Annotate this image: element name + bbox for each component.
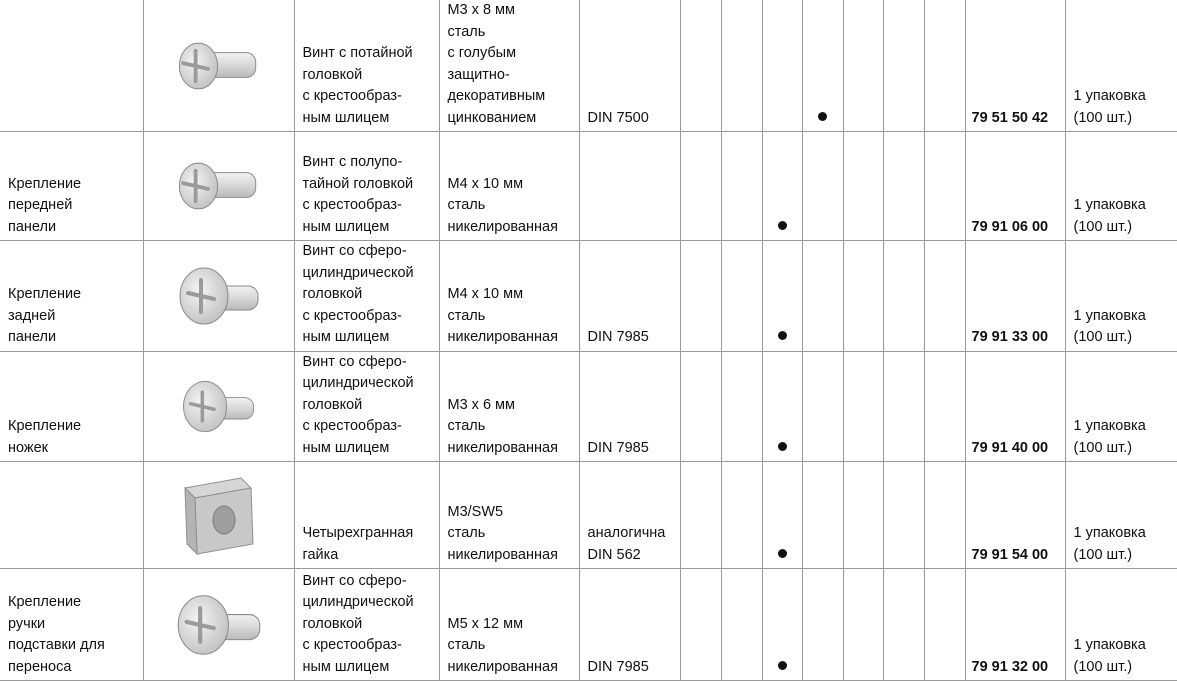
marker-cell: [680, 132, 721, 241]
name-line: с крестообраз-: [302, 418, 402, 434]
article-number: 79 91 32 00: [965, 569, 1065, 681]
article-number: 79 51 50 42: [965, 0, 1065, 132]
marker-cell: [924, 241, 965, 352]
pack-line: 1 упаковка: [1073, 418, 1146, 434]
purpose-cell: [0, 132, 143, 241]
spec-line: никелированная: [447, 658, 558, 675]
image-cell: [143, 0, 294, 132]
square-nut-image: [179, 472, 259, 558]
spec-cell: [439, 0, 579, 132]
screw-image: [166, 24, 271, 108]
spec-line: М3/SW5: [447, 503, 504, 520]
marker-cell: [883, 351, 924, 462]
name-cell: [294, 351, 439, 462]
pack-line: 1 упаковка: [1073, 88, 1146, 104]
image-cell: [143, 569, 294, 681]
standard-cell: [579, 0, 680, 132]
marker-cell: [721, 0, 762, 132]
spec-line: М5 х 12 мм: [447, 615, 524, 632]
name-line: Винт со сферо-: [302, 572, 407, 589]
screw-image: [169, 367, 268, 446]
marker-cell: [843, 462, 883, 569]
name-cell: [294, 132, 439, 241]
availability-dot: [778, 549, 787, 558]
screw-image: [164, 252, 274, 340]
table-row: [0, 351, 1177, 462]
purpose-line: задней: [8, 307, 56, 324]
marker-cell: [883, 462, 924, 569]
pack-line: (100 шт.): [1073, 218, 1133, 235]
spec-cell: [439, 351, 579, 462]
marker-cell: [721, 462, 762, 569]
name-line: гайка: [302, 546, 339, 563]
name-line: Четырехгранная: [302, 525, 414, 541]
name-line: головкой: [302, 66, 363, 83]
marker-cell: [843, 351, 883, 462]
spec-cell: [439, 462, 579, 569]
pack-line: 1 упаковка: [1073, 525, 1146, 541]
marker-cell: [883, 0, 924, 132]
standard-cell: [579, 132, 680, 241]
spec-cell: [439, 241, 579, 352]
availability-dot: [778, 442, 787, 451]
purpose-line: ножек: [8, 439, 49, 456]
spec-line: сталь: [447, 197, 486, 213]
name-line: ным шлицем: [302, 218, 390, 235]
standard-line: DIN 7500: [587, 109, 649, 126]
article-number: 79 91 33 00: [965, 241, 1065, 352]
marker-cell: [843, 569, 883, 681]
image-cell: [143, 462, 294, 569]
pack-line: (100 шт.): [1073, 658, 1133, 675]
marker-cell: [843, 0, 883, 132]
spec-line: сталь: [447, 307, 486, 324]
purpose-cell: [0, 569, 143, 681]
purpose-line: Крепление: [8, 175, 82, 192]
name-line: с крестообраз-: [302, 88, 402, 104]
marker-cell: [843, 132, 883, 241]
spec-line: никелированная: [447, 329, 558, 345]
spec-line: никелированная: [447, 546, 558, 563]
table-row: [0, 462, 1177, 569]
name-line: с крестообраз-: [302, 307, 402, 324]
marker-cell: [721, 241, 762, 352]
name-line: Винт с полупо-: [302, 154, 403, 170]
purpose-line: панели: [8, 329, 57, 345]
name-line: ным шлицем: [302, 329, 390, 345]
marker-cell: [924, 0, 965, 132]
pack-line: (100 шт.): [1073, 439, 1133, 456]
image-cell: [143, 351, 294, 462]
standard-line: DIN 562: [587, 546, 641, 563]
spec-line: М4 х 10 мм: [447, 175, 524, 192]
name-cell: [294, 569, 439, 681]
name-line: Винт с потайной: [302, 45, 413, 61]
marker-cell: [802, 0, 843, 132]
name-cell: [294, 0, 439, 132]
article-number: 79 91 54 00: [965, 462, 1065, 569]
standard-cell: [579, 462, 680, 569]
marker-cell: [721, 132, 762, 241]
spec-line: сталь: [447, 525, 486, 541]
pack-line: (100 шт.): [1073, 109, 1133, 126]
marker-cell: [762, 462, 802, 569]
name-line: головкой: [302, 615, 363, 632]
marker-cell: [802, 569, 843, 681]
article-number: 79 91 40 00: [965, 351, 1065, 462]
screw-image: [161, 579, 277, 671]
pack-line: 1 упаковка: [1073, 637, 1146, 653]
spec-line: М3 х 6 мм: [447, 396, 515, 413]
purpose-cell: [0, 241, 143, 352]
spec-line: сталь: [447, 23, 486, 40]
purpose-line: передней: [8, 197, 73, 213]
marker-cell: [802, 462, 843, 569]
spec-line: М4 х 10 мм: [447, 286, 524, 302]
pack-line: 1 упаковка: [1073, 197, 1146, 213]
pack-line: 1 упаковка: [1073, 307, 1146, 324]
standard-cell: [579, 241, 680, 352]
marker-cell: [883, 132, 924, 241]
spec-line: никелированная: [447, 439, 558, 456]
availability-dot: [818, 112, 827, 121]
purpose-cell: [0, 0, 143, 132]
table-row: [0, 0, 1177, 132]
image-cell: [143, 132, 294, 241]
name-line: головкой: [302, 286, 363, 302]
marker-cell: [762, 132, 802, 241]
image-cell: [143, 241, 294, 352]
marker-cell: [924, 462, 965, 569]
marker-cell: [802, 241, 843, 352]
spec-line: М3 х 8 мм: [447, 2, 515, 18]
pack-cell: [1065, 132, 1177, 241]
marker-cell: [883, 241, 924, 352]
purpose-line: Крепление: [8, 418, 82, 434]
standard-line: DIN 7985: [587, 329, 649, 345]
spec-line: с голубым: [447, 45, 517, 61]
name-line: ным шлицем: [302, 109, 390, 126]
name-line: головкой: [302, 396, 363, 413]
name-line: ным шлицем: [302, 658, 390, 675]
marker-cell: [883, 569, 924, 681]
marker-cell: [721, 351, 762, 462]
purpose-line: Крепление: [8, 286, 82, 302]
name-line: Винт со сферо-: [302, 353, 407, 370]
spec-line: сталь: [447, 418, 486, 434]
screw-image: [166, 144, 271, 228]
name-line: цилиндрической: [302, 264, 414, 281]
name-line: с крестообраз-: [302, 637, 402, 653]
table-row: [0, 241, 1177, 352]
marker-cell: [680, 462, 721, 569]
name-line: тайной головкой: [302, 175, 414, 192]
marker-cell: [762, 241, 802, 352]
standard-line: DIN 7985: [587, 439, 649, 456]
marker-cell: [843, 241, 883, 352]
marker-cell: [924, 351, 965, 462]
pack-cell: [1065, 462, 1177, 569]
marker-cell: [924, 569, 965, 681]
spec-line: декоративным: [447, 88, 546, 104]
name-cell: [294, 462, 439, 569]
spec-cell: [439, 132, 579, 241]
marker-cell: [802, 351, 843, 462]
purpose-cell: [0, 462, 143, 569]
marker-cell: [721, 569, 762, 681]
pack-cell: [1065, 569, 1177, 681]
pack-line: (100 шт.): [1073, 546, 1133, 563]
pack-cell: [1065, 241, 1177, 352]
availability-dot: [778, 221, 787, 230]
marker-cell: [924, 132, 965, 241]
name-cell: [294, 241, 439, 352]
marker-cell: [680, 0, 721, 132]
spec-cell: [439, 569, 579, 681]
standard-cell: [579, 569, 680, 681]
purpose-line: Крепление: [8, 594, 82, 610]
spec-line: никелированная: [447, 218, 558, 235]
purpose-line: панели: [8, 218, 57, 235]
marker-cell: [762, 351, 802, 462]
spec-line: защитно-: [447, 66, 510, 83]
pack-cell: [1065, 351, 1177, 462]
name-line: Винт со сферо-: [302, 243, 407, 259]
pack-line: (100 шт.): [1073, 329, 1133, 345]
marker-cell: [680, 241, 721, 352]
article-number: 79 91 06 00: [965, 132, 1065, 241]
name-line: цилиндрической: [302, 375, 414, 391]
purpose-line: ручки: [8, 615, 46, 632]
marker-cell: [762, 569, 802, 681]
marker-cell: [802, 132, 843, 241]
standard-line: аналогична: [587, 525, 666, 541]
purpose-cell: [0, 351, 143, 462]
pack-cell: [1065, 0, 1177, 132]
name-line: ным шлицем: [302, 439, 390, 456]
name-line: с крестообраз-: [302, 197, 402, 213]
spec-line: цинкованием: [447, 109, 537, 126]
standard-line: DIN 7985: [587, 658, 649, 675]
purpose-line: подставки для: [8, 637, 105, 653]
table-row: [0, 569, 1177, 681]
name-line: цилиндрической: [302, 594, 414, 610]
table-row: [0, 132, 1177, 241]
availability-dot: [778, 661, 787, 670]
purpose-line: переноса: [8, 658, 72, 675]
marker-cell: [680, 351, 721, 462]
spec-line: сталь: [447, 637, 486, 653]
standard-cell: [579, 351, 680, 462]
availability-dot: [778, 331, 787, 340]
marker-cell: [762, 0, 802, 132]
marker-cell: [680, 569, 721, 681]
